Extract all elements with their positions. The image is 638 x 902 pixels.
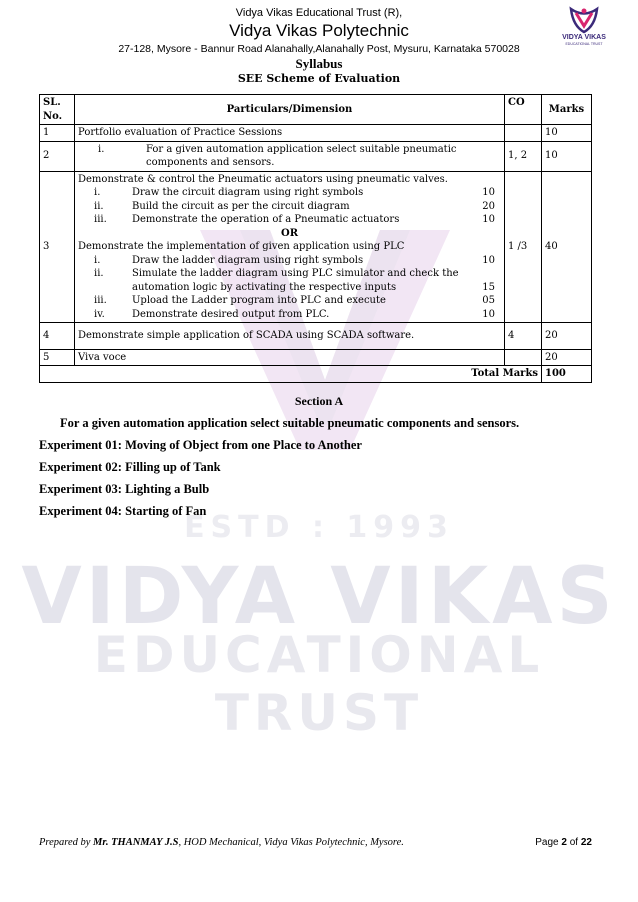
row5-text: Viva voce	[75, 349, 505, 366]
row4-co: 4	[505, 323, 542, 350]
row2-num: i.	[98, 143, 105, 155]
logo-emblem-icon	[567, 6, 601, 34]
row1-text: Portfolio evaluation of Practice Sessions	[75, 125, 505, 142]
row4-text: Demonstrate simple application of SCADA using SCADA software.	[75, 323, 505, 350]
experiment-item: Experiment 04: Starting of Fan	[39, 504, 207, 518]
experiment-item: Experiment 02: Filling up of Tank	[39, 460, 221, 474]
logo-name: VIDYA VIKAS	[562, 34, 606, 41]
row3-co: 1 /3	[505, 171, 542, 323]
experiment-item: Experiment 03: Lighting a Bulb	[39, 482, 210, 496]
address: 27-128, Mysore - Bannur Road Alanahally,Alanahally Post, Mysuru, Karnataka 570028	[118, 43, 520, 55]
row3-cell	[75, 171, 505, 323]
table-row	[40, 323, 592, 350]
table-row	[40, 349, 592, 366]
section-title: Section A	[294, 394, 344, 408]
row3-a-item: ii. Build the circuit as per the circuit diagram 20	[94, 200, 495, 212]
row3-a-item: i. Draw the circuit diagram using right symbols 10	[94, 187, 495, 198]
logo-sub: EDUCATIONAL TRUST	[565, 42, 603, 46]
row3-a-item: iii. Demonstrate the operation of a Pneumatic actuators 10	[94, 214, 495, 225]
polytechnic-name: Vidya Vikas Polytechnic	[229, 21, 409, 40]
table-row	[40, 125, 592, 142]
header-co: CO	[505, 95, 542, 125]
row4-sl: 4	[40, 323, 75, 350]
total-row	[40, 366, 592, 383]
table-header-row	[40, 95, 592, 125]
row5-sl: 5	[40, 349, 75, 366]
experiment-item: Experiment 01: Moving of Object from one Place to Another	[39, 438, 362, 452]
institution-logo	[555, 6, 613, 48]
row3-b-item: iii. Upload the Ladder program into PLC and execute 05	[94, 295, 495, 306]
row2-marks: 10	[542, 141, 592, 171]
row5-co	[505, 349, 542, 366]
prepared-by: Prepared by Mr. THANMAY J.S, HOD Mechanical, Vidya Vikas Polytechnic, Mysore.	[39, 837, 404, 848]
row1-co	[505, 125, 542, 142]
page-header	[0, 6, 638, 86]
syllabus-title: Syllabus	[295, 56, 343, 71]
total-value: 100	[542, 366, 592, 383]
row2-text: For a given automation application select suitable pneumatic components and sensors.	[146, 143, 457, 168]
row5-marks: 20	[542, 349, 592, 366]
author-name: Mr. THANMAY J.S	[93, 837, 179, 848]
row3-intro: Demonstrate & control the Pneumatic actuators using pneumatic valves.	[78, 173, 448, 185]
page-number: Page 2 of 22	[535, 837, 592, 848]
watermark-estd: ESTD : 1993	[184, 510, 454, 545]
watermark-trust: EDUCATIONAL TRUST	[93, 626, 545, 742]
row3-sl: 3	[40, 171, 75, 323]
row2-sl: 2	[40, 141, 75, 171]
row3-marks: 40	[542, 171, 592, 323]
row1-sl: 1	[40, 125, 75, 142]
table-row	[40, 141, 592, 171]
page-footer	[39, 837, 592, 848]
row2-cell	[75, 141, 505, 171]
header-marks: Marks	[542, 95, 592, 125]
scheme-title: SEE Scheme of Evaluation	[237, 72, 401, 85]
evaluation-table	[39, 94, 592, 383]
row4-marks: 20	[542, 323, 592, 350]
row2-co: 1, 2	[505, 141, 542, 171]
row3-b-item: ii. Simulate the ladder diagram using PLC simulator and check the automation logic by activating the respective inputs 15	[94, 268, 495, 293]
row1-marks: 10	[542, 125, 592, 142]
row3-b-item: i. Draw the ladder diagram using right symbols 10	[94, 254, 495, 266]
row3-intro2: Demonstrate the implementation of given application using PLC	[78, 241, 405, 252]
total-label: Total Marks	[40, 366, 542, 383]
row3-b-item: iv. Demonstrate desired output from PLC. 10	[94, 308, 495, 320]
header-particulars: Particulars/Dimension	[75, 95, 505, 125]
row3-or: OR	[280, 227, 299, 239]
trust-name: Vidya Vikas Educational Trust (R),	[235, 7, 403, 19]
table-row	[40, 171, 592, 323]
section-description: For a given automation application select suitable pneumatic components and sensors.	[60, 416, 520, 430]
header-sl: SL. No.	[40, 95, 75, 125]
watermark-name: VIDYA VIKAS	[21, 552, 617, 642]
